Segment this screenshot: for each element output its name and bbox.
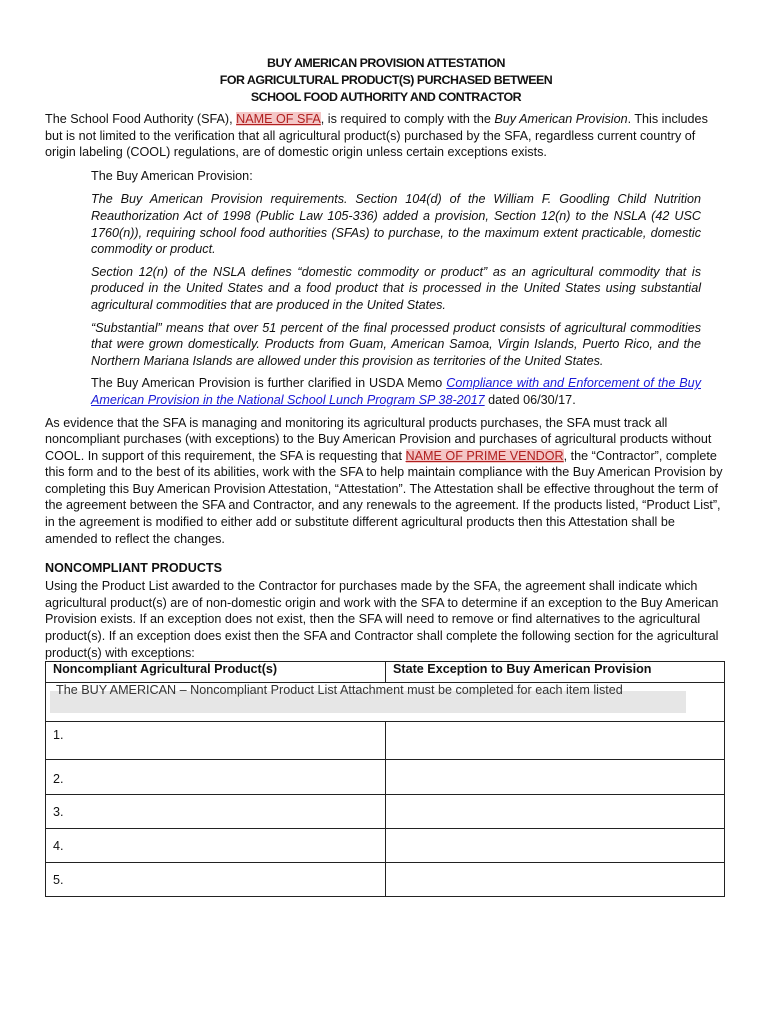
table-note-row [46, 683, 725, 722]
exception-cell[interactable] [386, 722, 725, 760]
memo-text-a: The Buy American Provision is further clarified in USDA Memo [91, 376, 447, 391]
provision-memo [91, 375, 701, 408]
title-line-3: SCHOOL FOOD AUTHORITY AND CONTRACTOR [250, 90, 522, 104]
provision-paragraph-1: The Buy American Provision requirements. Section 104(d) of the William F. Goodling Child Nutrition Reauthorization Act of 1998 (Public Law 105-336) added a provision, Section 12(n) to the NSLA (42 USC 1760(n)), requiring school food authorities (SFAs) to purchase, to the maximum extent practicable, domestic commodity or product. [91, 192, 701, 257]
product-cell[interactable]: 4. [46, 829, 386, 863]
exception-cell[interactable] [386, 760, 725, 795]
document-page [45, 55, 727, 897]
provision-paragraph-2: Section 12(n) of the NSLA defines “domestic commodity or product” as an agricultural commodity that is produced in the United States and a food product that is processed in the United States using substantial agricultural commodities that are produced in the United States. [91, 264, 701, 312]
table-row [46, 863, 725, 897]
title-line-1: BUY AMERICAN PROVISION ATTESTATION [267, 56, 505, 70]
intro-text-c: . This includes but is not limited to the verification that all agricultural product(s) purchased by the SFA, regardless current country of origin labeling (COOL) regulations, are of domestic origin unless certain exceptions exists. [45, 112, 708, 160]
table-row [46, 795, 725, 829]
note-cell [46, 683, 725, 722]
memo-link[interactable]: Compliance with and Enforcement of the Buy American Provision in the National School Lunch Program SP 38-2017 [91, 376, 701, 407]
sfa-name-field[interactable]: NAME OF SFA [236, 112, 321, 126]
product-cell[interactable]: 3. [46, 795, 386, 829]
evidence-text-b: , the “Contractor”, complete this form and to the best of its abilities, work with the SFA to help maintain compliance with the Buy American Provision by completing this Buy American Provision Attestation, “Attestation”. The Attestation shall be effective throughout the term of the agreement between the SFA and Contractor, and any renewals to the agreement. If the products listed, “Product List”, in the agreement is modified to either add or substitute different agricultural products then this Attestation shall be amended to reflect the changes. [45, 448, 723, 546]
evidence-paragraph [45, 415, 727, 548]
provision-paragraph-3: “Substantial” means that over 51 percent of the final processed product consists of agricultural commodities that were grown domestically. Products from Guam, American Samoa, Virgin Islands, Puerto Rico, and the Northern Mariana Islands are allowed under this provision as territories of the United States. [91, 320, 701, 368]
note-text: The BUY AMERICAN – Noncompliant Product List Attachment must be completed for each item listed [56, 683, 623, 698]
exception-cell[interactable] [386, 863, 725, 897]
vendor-name-field[interactable]: NAME OF PRIME VENDOR [405, 448, 564, 463]
intro-text-b: , is required to comply with the [320, 112, 495, 126]
product-cell[interactable]: 5. [46, 863, 386, 897]
table-row [46, 722, 725, 760]
exception-cell[interactable] [386, 795, 725, 829]
noncompliant-paragraph: Using the Product List awarded to the Contractor for purchases made by the SFA, the agreement shall indicate which agricultural product(s) are of non-domestic origin and work with the SFA to determine if an exception to the Buy American Provision exists. If an exception does not exist, then the SFA will need to remove or find alternatives to the agricultural product(s). If an exception does exist then the SFA and Contractor shall complete the following section for the agricultural product(s) with exceptions: [45, 579, 719, 660]
table-header-row [46, 662, 725, 683]
column-header-product: Noncompliant Agricultural Product(s) [46, 662, 386, 683]
note-box [50, 683, 686, 713]
intro-italic: Buy American Provision [494, 112, 628, 126]
exception-cell[interactable] [386, 829, 725, 863]
memo-text-b: dated 06/30/17. [484, 392, 576, 407]
document-title [45, 55, 727, 106]
provision-label: The Buy American Provision: [91, 168, 253, 183]
provision-block [91, 168, 701, 409]
noncompliant-heading: NONCOMPLIANT PRODUCTS [45, 561, 223, 576]
table-row [46, 829, 725, 863]
product-cell[interactable]: 1. [46, 722, 386, 760]
table-row [46, 760, 725, 795]
title-line-2: FOR AGRICULTURAL PRODUCT(S) PURCHASED BETWEEN [219, 73, 553, 87]
column-header-exception: State Exception to Buy American Provision [386, 662, 725, 683]
product-cell[interactable]: 2. [46, 760, 386, 795]
intro-text-a: The School Food Authority (SFA), [45, 112, 237, 126]
noncompliant-table [45, 661, 725, 897]
evidence-text-a: As evidence that the SFA is managing and monitoring its agricultural products purchases, the SFA must track all noncompliant purchases (with exceptions) to the Buy American Provision and purchases of agricultural products without COOL. In support of this requirement, the SFA is requesting that [45, 415, 712, 463]
intro-paragraph [45, 111, 727, 161]
